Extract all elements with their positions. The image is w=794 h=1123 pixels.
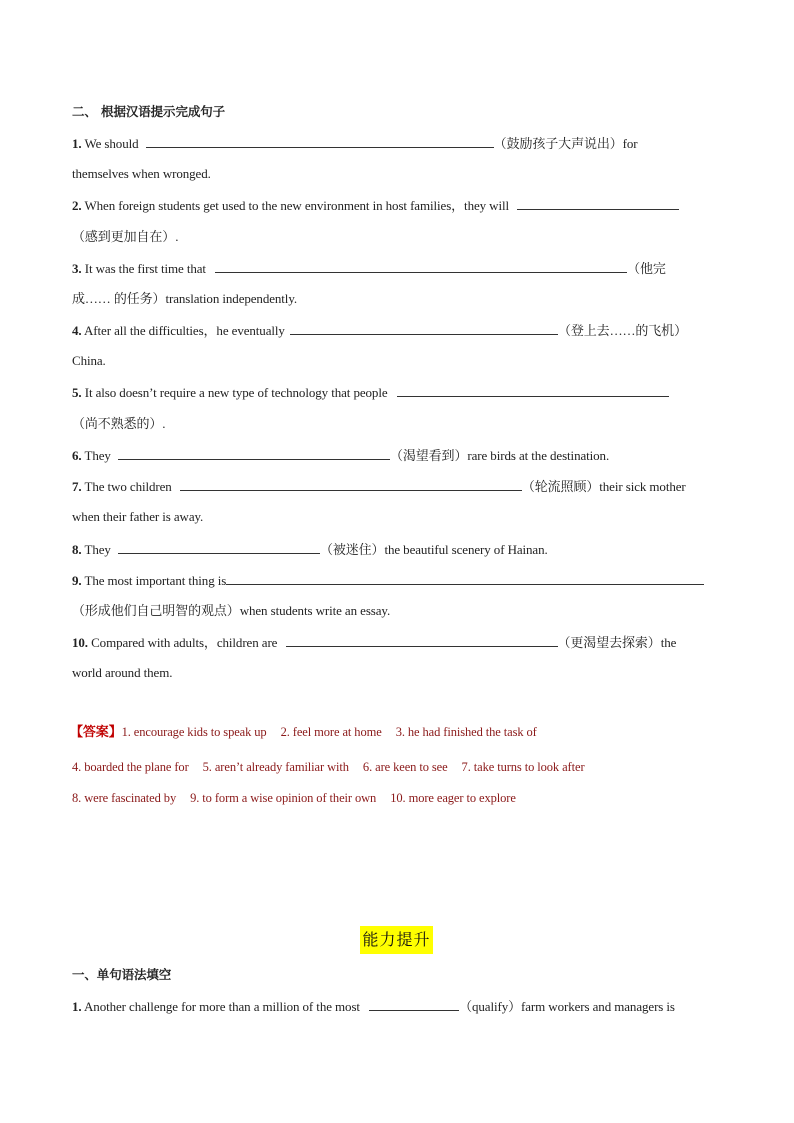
question-hint: （他完 [627, 261, 666, 276]
question-number: 9. [72, 573, 82, 588]
question-text: Compared with adults，children are [91, 635, 278, 650]
answer-blank[interactable] [118, 541, 320, 554]
question-number: 10. [72, 635, 88, 650]
answer-8: 8. were fascinated by [72, 791, 177, 805]
question-number: 7. [72, 479, 82, 494]
question-8-line-1 [72, 541, 548, 558]
question-hint: （轮流照顾）their sick mother [521, 479, 686, 494]
question-text: Another challenge for more than a million of the most [84, 999, 360, 1014]
answer-10: 10. more eager to explore [390, 791, 516, 805]
question-text: We should [84, 136, 139, 151]
question-hint: （登上去……的飞机） [557, 323, 687, 338]
question-number: 6. [72, 448, 82, 463]
answer-7: 7. take turns to look after [461, 760, 585, 774]
answer-blank[interactable] [215, 260, 627, 273]
answer-key-line-3 [72, 790, 516, 806]
question-number: 4. [72, 323, 82, 338]
question-text: They [84, 542, 111, 557]
answer-6: 6. are keen to see [362, 760, 448, 774]
question-text: The most important thing is [84, 573, 227, 588]
question-number: 1. [72, 999, 82, 1014]
answer-blank[interactable] [290, 322, 558, 335]
question-9-line-2: （形成他们自己明智的观点）when students write an essay. [72, 603, 391, 618]
question-text: After all the difficulties，he eventually [84, 323, 285, 338]
question-number: 1. [72, 136, 82, 151]
question-1-line-2: themselves when wronged. [72, 166, 211, 181]
answer-3: 3. he had finished the task of [395, 725, 537, 739]
grammar-question-1 [72, 998, 675, 1015]
question-9-line-1 [72, 572, 704, 589]
question-7-line-2: when their father is away. [72, 509, 204, 524]
answer-blank[interactable] [180, 478, 522, 491]
question-4-line-1 [72, 322, 687, 339]
question-hint: （qualify）farm workers and managers is [459, 999, 675, 1014]
question-text: It also doesn’t require a new type of technology that people [84, 385, 388, 400]
section-heading-grammar: 一、单句语法填空 [72, 967, 172, 982]
answer-blank[interactable] [146, 135, 494, 148]
answer-key-line-1 [70, 724, 537, 741]
question-text: The two children [84, 479, 172, 494]
question-3-line-1 [72, 260, 666, 277]
question-3-line-2: 成…… 的任务）translation independently. [72, 291, 298, 306]
answer-blank[interactable] [369, 998, 459, 1011]
section-heading-translation: 二、 根据汉语提示完成句子 [72, 104, 226, 119]
question-text: It was the first time that [84, 261, 206, 276]
answer-blank[interactable] [286, 634, 558, 647]
question-number: 2. [72, 198, 82, 213]
answer-key-line-2 [72, 759, 585, 775]
question-text: They [84, 448, 111, 463]
question-number: 5. [72, 385, 82, 400]
question-hint: （渴望看到）rare birds at the destination. [389, 448, 610, 463]
question-5-line-1 [72, 384, 669, 401]
question-10-line-1 [72, 634, 676, 651]
question-number: 3. [72, 261, 82, 276]
question-7-line-1 [72, 478, 686, 495]
ability-section-title: 能力提升 [360, 926, 433, 954]
answer-2: 2. feel more at home [280, 725, 382, 739]
question-4-line-2: China. [72, 353, 106, 368]
question-2-line-2: （感到更加自在）. [72, 229, 179, 244]
question-1-line-1 [72, 135, 638, 152]
question-hint: （鼓励孩子大声说出）for [493, 136, 638, 151]
answer-blank[interactable] [517, 197, 679, 210]
answer-blank[interactable] [226, 572, 704, 585]
question-hint: （被迷住）the beautiful scenery of Hainan. [319, 542, 548, 557]
question-10-line-2: world around them. [72, 665, 173, 680]
answer-5: 5. aren’t already familiar with [202, 760, 349, 774]
answer-9: 9. to form a wise opinion of their own [190, 791, 377, 805]
question-number: 8. [72, 542, 82, 557]
answer-key-label: 【答案】 [70, 725, 122, 740]
question-hint: （更渴望去探索）the [557, 635, 677, 650]
question-2-line-1 [72, 197, 679, 214]
question-5-line-2: （尚不熟悉的）. [72, 416, 166, 431]
answer-4: 4. boarded the plane for [72, 760, 189, 774]
answer-blank[interactable] [397, 384, 669, 397]
answer-blank[interactable] [118, 447, 390, 460]
question-6-line-1 [72, 447, 609, 464]
answer-1: 1. encourage kids to speak up [121, 725, 267, 739]
question-text: When foreign students get used to the new environment in host families，they will [84, 198, 510, 213]
